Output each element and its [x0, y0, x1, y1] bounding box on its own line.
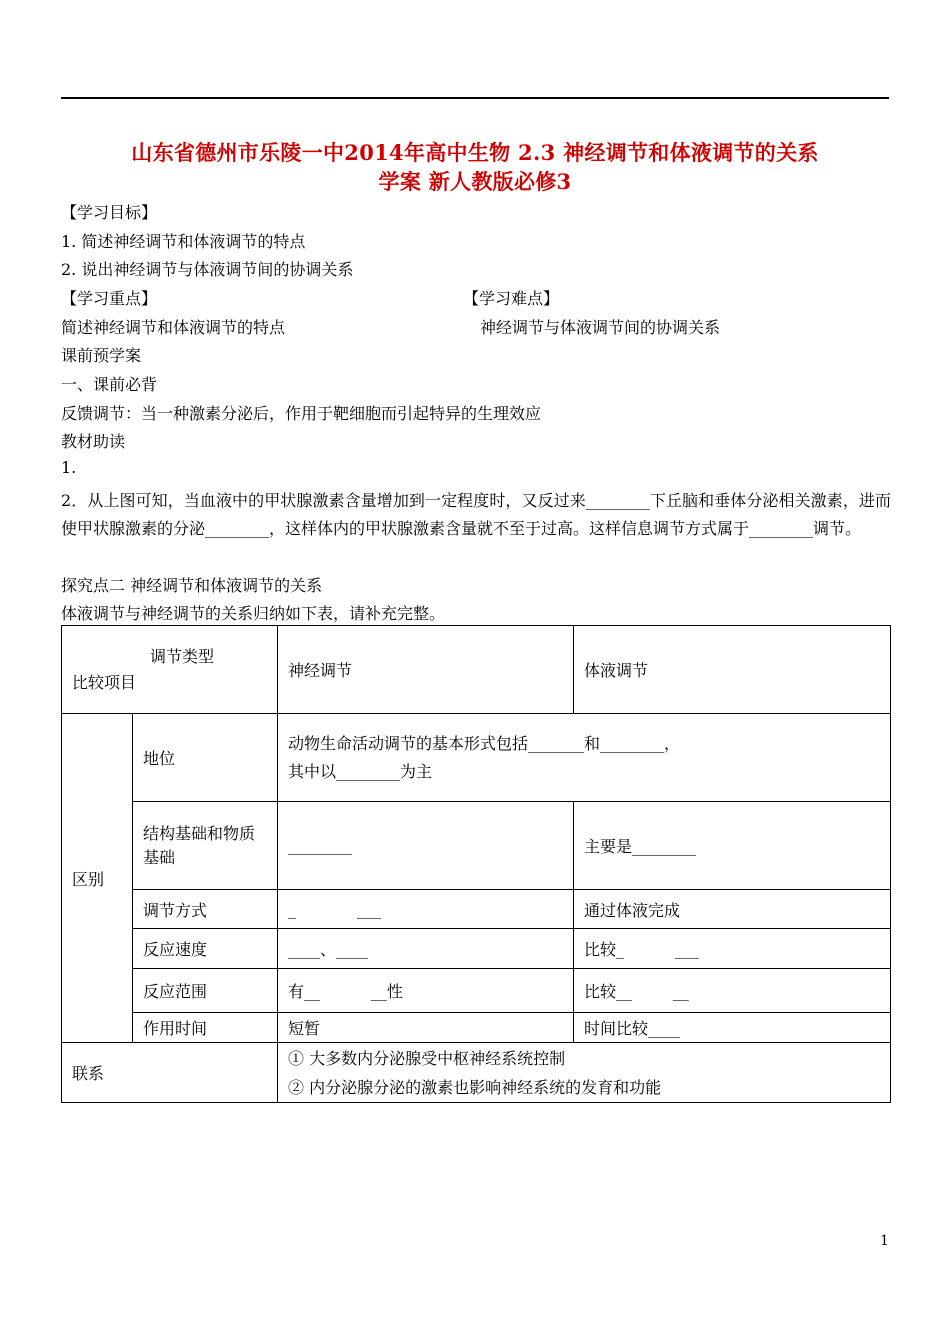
- difficult-points-heading: 【学习难点】: [463, 289, 560, 308]
- table-row: [62, 890, 891, 929]
- row-mode-neural: _ ___: [278, 890, 574, 929]
- difference-group-label: 区别: [62, 714, 133, 1043]
- key-points-heading: 【学习重点】: [61, 289, 158, 308]
- table-row: [62, 1013, 891, 1043]
- textbook-item-1: 1.: [61, 458, 77, 477]
- row-mode-humoral: 通过体液完成: [574, 890, 891, 929]
- table-row: [62, 802, 891, 890]
- row-range-neural: 有__ __性: [278, 969, 574, 1013]
- corner-bottom-label: 比较项目: [72, 672, 137, 692]
- row-speed-humoral: 比较_ ___: [574, 929, 891, 969]
- table-row: [62, 929, 891, 969]
- row-label-basis: 结构基础和物质基础: [133, 802, 278, 890]
- row-basis-humoral: 主要是________: [574, 802, 891, 890]
- textbook-item-2: 2．从上图可知，当血液中的甲状腺激素含量增加到一定程度时，又反过来________下丘脑和垂体分泌相关激素，进而使甲状腺激素的分泌________，这样体内的甲状腺激素含量就不至于过高。这样信息调节方式属于________调节。: [61, 491, 891, 538]
- row-basis-neural: ________: [278, 802, 574, 890]
- row-duration-humoral: 时间比较____: [574, 1013, 891, 1043]
- document-title-line1: 山东省德州市乐陵一中2014年高中生物 2.3 神经调节和体液调节的关系: [131, 140, 819, 165]
- row-label-duration: 作用时间: [133, 1013, 278, 1043]
- goals-heading: 【学习目标】: [61, 203, 158, 222]
- explore-heading: 探究点二 神经调节和体液调节的关系: [61, 576, 323, 595]
- header-humoral: 体液调节: [574, 626, 891, 714]
- row-label-mode: 调节方式: [133, 890, 278, 929]
- textbook-guide: 教材助读: [61, 432, 126, 451]
- row-label-range: 反应范围: [133, 969, 278, 1013]
- header-neural: 神经调节: [278, 626, 574, 714]
- table-row: [62, 969, 891, 1013]
- link-content: [278, 1043, 891, 1103]
- preview-subtitle: 一、课前必背: [61, 375, 158, 394]
- link-label: 联系: [62, 1043, 278, 1103]
- link-line-2: ② 内分泌腺分泌的激素也影响神经系统的发育和功能: [288, 1077, 662, 1097]
- feedback-definition: 反馈调节：当一种激素分泌后，作用于靶细胞而引起特异的生理效应: [61, 404, 542, 423]
- key-points-text: 简述神经调节和体液调节的特点: [61, 318, 286, 337]
- goal-item-1: 1. 简述神经调节和体液调节的特点: [61, 232, 306, 251]
- table-header-row: [62, 626, 891, 714]
- comparison-table: [61, 625, 891, 1103]
- row-duration-neural: 短暂: [278, 1013, 574, 1043]
- page-number: 1: [880, 1233, 889, 1249]
- explore-intro: 体液调节与神经调节的关系归纳如下表，请补充完整。: [61, 604, 446, 623]
- corner-top-label: 调节类型: [150, 646, 215, 666]
- table-row: [62, 714, 891, 802]
- row-range-humoral: 比较__ __: [574, 969, 891, 1013]
- header-rule: [61, 97, 889, 99]
- table-corner-cell: [62, 626, 278, 714]
- row-speed-neural: ____、____: [278, 929, 574, 969]
- row-status-merged: 动物生命活动调节的基本形式包括_______和________， 其中以________为主: [278, 714, 891, 802]
- document-title-line2: 学案 新人教版必修3: [378, 169, 572, 194]
- difficult-points-text: 神经调节与体液调节间的协调关系: [480, 318, 721, 337]
- preview-section-title: 课前预学案: [61, 346, 142, 365]
- table-row: [62, 1043, 891, 1103]
- goal-item-2: 2. 说出神经调节与体液调节间的协调关系: [61, 260, 354, 279]
- row-label-speed: 反应速度: [133, 929, 278, 969]
- link-line-1: ① 大多数内分泌腺受中枢神经系统控制: [288, 1048, 566, 1068]
- row-label-status: 地位: [133, 714, 278, 802]
